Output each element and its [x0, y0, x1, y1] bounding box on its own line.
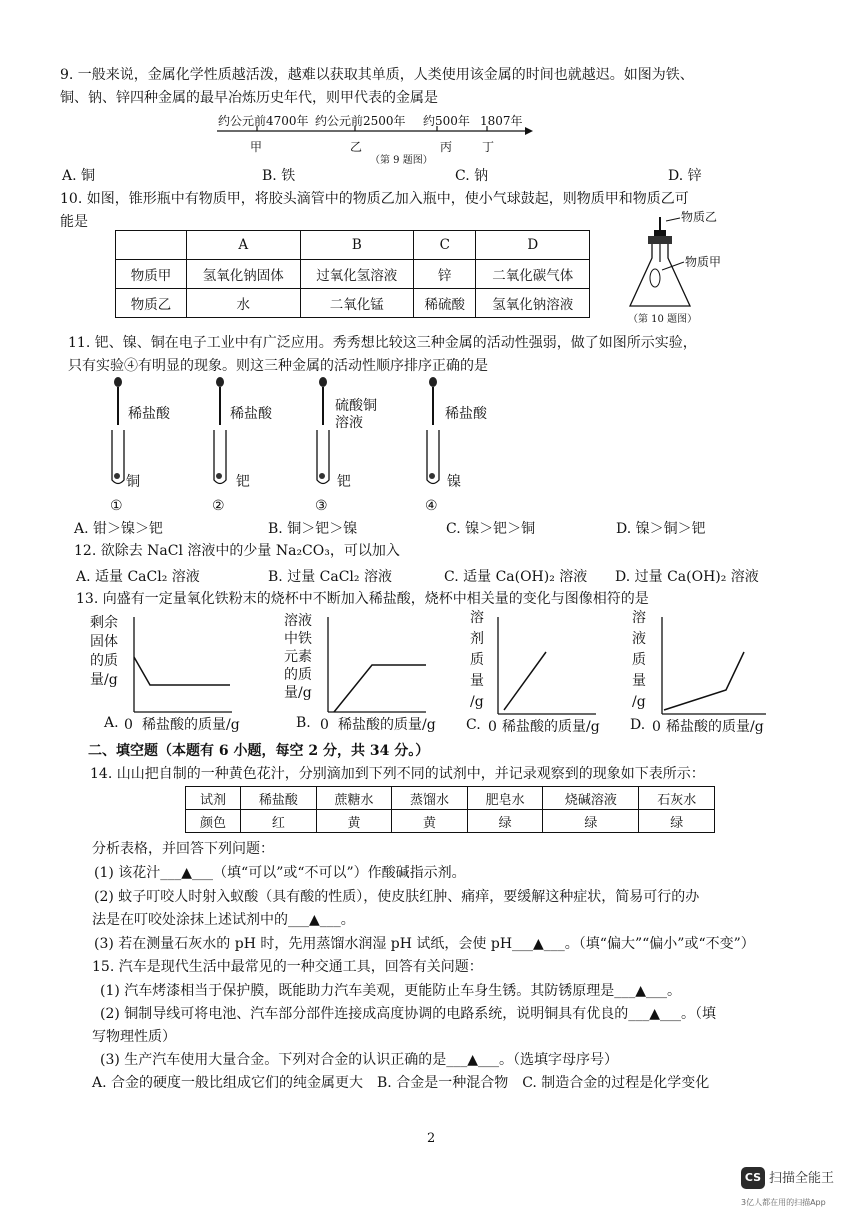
table-cell: 锌 — [414, 260, 476, 289]
watermark-title: 扫描全能王 — [769, 1171, 835, 1186]
q9-text-line2: 铜、钠、锌四种金属的最早冶炼历史年代，则甲代表的金属是 — [60, 90, 438, 106]
table-cell: A — [187, 231, 301, 260]
q10-text-line2: 能是 — [60, 214, 88, 230]
q13-graph-b — [284, 612, 454, 737]
table-cell: 稀盐酸 — [241, 787, 317, 810]
graph-c-plot — [484, 612, 604, 722]
camscanner-logo-icon: CS — [741, 1167, 765, 1189]
q15-text: 15. 汽车是现代生活中最常见的一种交通工具，回答有关问题： — [92, 959, 483, 975]
table-cell: 黄 — [316, 810, 392, 833]
tube1-reagent: 稀盐酸 — [128, 406, 170, 422]
table-cell: 氢氧化钠溶液 — [476, 289, 590, 318]
q9-option-b: B. 铁 — [262, 168, 296, 184]
graph-b-plot — [314, 612, 434, 722]
q9-text-line1: 9. 一般来说，金属化学性质越活泼，越难以获取其单质，人类使用该金属的时间也就越迟。如图为铁、 — [60, 67, 694, 83]
tube3-metal: 钯 — [337, 474, 351, 490]
timeline-date-3: 约500年 — [423, 114, 470, 128]
ylabel-part: 剂 — [470, 631, 484, 647]
timeline-label-ding: 丁 — [482, 140, 495, 154]
table-cell: 蔗糖水 — [316, 787, 392, 810]
graph-c-origin: 0 — [488, 719, 497, 735]
graph-d-xlabel: 稀盐酸的质量/g — [666, 719, 764, 735]
graph-b-origin: 0 — [320, 717, 329, 733]
graph-d-plot — [648, 612, 773, 722]
q11-text-line2: 只有实验④有明显的现象。则这三种金属的活动性顺序排序正确的是 — [68, 358, 488, 374]
q15-options: A. 合金的硬度一般比组成它们的纯金属更大 B. 合金是一种混合物 C. 制造合金的过程是化学变化 — [92, 1075, 710, 1091]
table-cell: D — [476, 231, 590, 260]
ylabel-part: /g — [632, 694, 646, 710]
timeline-label-jia: 甲 — [250, 140, 263, 154]
graph-b-ylabel — [284, 612, 316, 702]
q14-text: 14. 山山把自制的一种黄色花汁，分别滴加到下列不同的试剂中，并记录观察到的现象如下表所示： — [90, 766, 705, 782]
q10-figure-caption: （第 10 题图） — [628, 314, 698, 325]
flask-label-substance-b: 物质乙 — [681, 210, 718, 224]
ylabel-part: 量 — [632, 673, 646, 689]
table-cell: 氢氧化钠固体 — [187, 260, 301, 289]
table-cell: 物质甲 — [116, 260, 187, 289]
table-row — [116, 289, 590, 318]
timeline-label-bing: 丙 — [440, 140, 453, 154]
page-number: 2 — [427, 1131, 436, 1146]
ylabel-part: 量 — [470, 673, 484, 689]
table-cell: 绿 — [467, 810, 543, 833]
ylabel-part: 量/g — [284, 685, 312, 701]
q14-part2-line1: (2) 蚊子叮咬人时射入蚁酸（具有酸的性质），使皮肤红肿、痛痒，要缓解这种症状，简易可行的办 — [94, 889, 700, 905]
timeline-label-yi: 乙 — [350, 140, 363, 154]
tube2-metal: 钯 — [236, 474, 250, 490]
q13-graph-a — [90, 612, 260, 737]
table-row — [116, 260, 590, 289]
q14-part2-line2: 法是在叮咬处涂抹上述试剂中的___▲___。 — [92, 912, 355, 928]
q9-option-d: D. 锌 — [668, 168, 702, 184]
ylabel-part: 元素 — [284, 649, 312, 665]
table-cell: 石灰水 — [639, 787, 715, 810]
table-cell: 二氧化锰 — [300, 289, 414, 318]
q13-text: 13. 向盛有一定量氧化铁粉末的烧杯中不断加入稀盐酸，烧杯中相关量的变化与图像相符的是 — [76, 591, 649, 607]
graph-a-letter: A. — [104, 715, 119, 731]
ylabel-part: 溶 — [632, 610, 646, 626]
q15-part2-line1: (2) 铜制导线可将电池、汽车部分部件连接成高度协调的电路系统，说明铜具有优良的___▲___。（填 — [100, 1006, 717, 1022]
graph-d-origin: 0 — [652, 719, 661, 735]
timeline-date-4: 1807年 — [480, 114, 523, 128]
table-cell: 稀硫酸 — [414, 289, 476, 318]
table-cell: 蒸馏水 — [392, 787, 468, 810]
q14-intro: 分析表格，并回答下列问题： — [92, 841, 274, 857]
q15-part1: (1) 汽车烤漆相当于保护膜，既能助力汽车美观，更能防止车身生锈。其防锈原理是___▲___。 — [100, 983, 682, 999]
q12-option-a: A. 适量 CaCl₂ 溶液 — [76, 569, 200, 585]
ylabel-part: /g — [470, 694, 484, 710]
table-cell: C — [414, 231, 476, 260]
q10-text-line1: 10. 如图，锥形瓶中有物质甲，将胶头滴管中的物质乙加入瓶中，使小气球鼓起，则物质甲和物质乙可 — [60, 191, 689, 207]
q12-option-b: B. 过量 CaCl₂ 溶液 — [268, 569, 392, 585]
ylabel-part: 质 — [632, 652, 646, 668]
q11-option-d: D. 镍＞铜＞钯 — [616, 521, 706, 537]
table-row — [186, 810, 715, 833]
table-cell: 二氧化碳气体 — [476, 260, 590, 289]
watermark-subtitle: 3亿人都在用的扫描App — [741, 1198, 826, 1207]
ylabel-part: 的质 — [90, 653, 118, 669]
tube1-number: ① — [110, 498, 123, 514]
q14-part3: (3) 若在测量石灰水的 pH 时，先用蒸馏水润湿 pH 试纸，会使 pH___▲___。（填“偏大”“偏小”或“不变”） — [94, 936, 755, 952]
tube2-reagent: 稀盐酸 — [230, 406, 272, 422]
graph-b-xlabel: 稀盐酸的质量/g — [338, 717, 436, 733]
ylabel-part: 中铁 — [284, 631, 312, 647]
q9-option-a: A. 铜 — [62, 168, 96, 184]
table-cell: B — [300, 231, 414, 260]
ylabel-part: 的质 — [284, 667, 312, 683]
q12-text: 12. 欲除去 NaCl 溶液中的少量 Na₂CO₃，可以加入 — [74, 543, 400, 559]
table-cell: 红 — [241, 810, 317, 833]
q10-table — [115, 230, 590, 318]
table-cell: 烧碱溶液 — [543, 787, 639, 810]
graph-c-xlabel: 稀盐酸的质量/g — [502, 719, 600, 735]
table-cell: 颜色 — [186, 810, 241, 833]
table-cell — [116, 231, 187, 260]
tube4-reagent: 稀盐酸 — [445, 406, 487, 422]
ylabel-part: 量/g — [90, 672, 118, 688]
graph-b-letter: B. — [296, 715, 311, 731]
q9-figure-caption: （第 9 题图） — [370, 155, 433, 166]
table-cell: 物质乙 — [116, 289, 187, 318]
ylabel-part: 液 — [632, 631, 646, 647]
q12-option-d: D. 过量 Ca(OH)₂ 溶液 — [615, 569, 759, 585]
table-row — [186, 787, 715, 810]
graph-a-origin: 0 — [124, 717, 133, 733]
q10-table-header — [116, 231, 590, 260]
table-cell: 试剂 — [186, 787, 241, 810]
table-cell: 过氧化氢溶液 — [300, 260, 414, 289]
q13-graph-d — [626, 608, 796, 738]
timeline-axis — [215, 124, 535, 138]
graph-d-letter: D. — [630, 717, 646, 733]
tube3-number: ③ — [315, 498, 328, 514]
graph-c-letter: C. — [466, 717, 481, 733]
q11-text-line1: 11. 钯、镍、铜在电子工业中有广泛应用。秀秀想比较这三种金属的活动性强弱，做了如图所示实验， — [68, 335, 697, 351]
ylabel-part: 溶 — [470, 610, 484, 626]
table-cell: 肥皂水 — [467, 787, 543, 810]
tube2-number: ② — [212, 498, 225, 514]
q11-option-b: B. 铜＞钯＞镍 — [268, 521, 358, 537]
tube3-reagent: 硫酸铜溶液 — [335, 398, 377, 431]
section-2-heading: 二、填空题（本题有 6 小题，每空 2 分，共 34 分。） — [88, 743, 430, 759]
q15-part3: (3) 生产汽车使用大量合金。下列对合金的认识正确的是___▲___。（选填字母序号） — [100, 1052, 619, 1068]
q9-option-c: C. 钠 — [455, 168, 489, 184]
table-cell: 水 — [187, 289, 301, 318]
q12-option-c: C. 适量 Ca(OH)₂ 溶液 — [444, 569, 588, 585]
tube4-metal: 镍 — [447, 474, 461, 490]
table-cell: 绿 — [639, 810, 715, 833]
timeline-date-2: 约公元前2500年 — [315, 114, 406, 128]
table-cell: 黄 — [392, 810, 468, 833]
table-cell: 绿 — [543, 810, 639, 833]
q14-part1: (1) 该花汁___▲___（填“可以”或“不可以”）作酸碱指示剂。 — [94, 865, 466, 881]
q11-option-a: A. 钳＞镍＞钯 — [74, 521, 164, 537]
q14-table — [185, 786, 715, 833]
tube1-metal: 铜 — [126, 474, 140, 490]
ylabel-part: 固体 — [90, 634, 118, 650]
graph-a-plot — [120, 612, 240, 722]
graph-a-xlabel: 稀盐酸的质量/g — [142, 717, 240, 733]
graph-a-ylabel — [90, 614, 122, 690]
ylabel-part: 剩余 — [90, 615, 118, 631]
tube4-number: ④ — [425, 498, 438, 514]
timeline-date-1: 约公元前4700年 — [218, 114, 309, 128]
ylabel-part: 溶液 — [284, 613, 312, 629]
q15-part2-line2: 写物理性质） — [92, 1029, 176, 1045]
ylabel-part: 质 — [470, 652, 484, 668]
flask-label-substance-a: 物质甲 — [685, 255, 722, 269]
q11-option-c: C. 镍＞钯＞铜 — [446, 521, 536, 537]
q13-graph-c — [462, 608, 632, 738]
